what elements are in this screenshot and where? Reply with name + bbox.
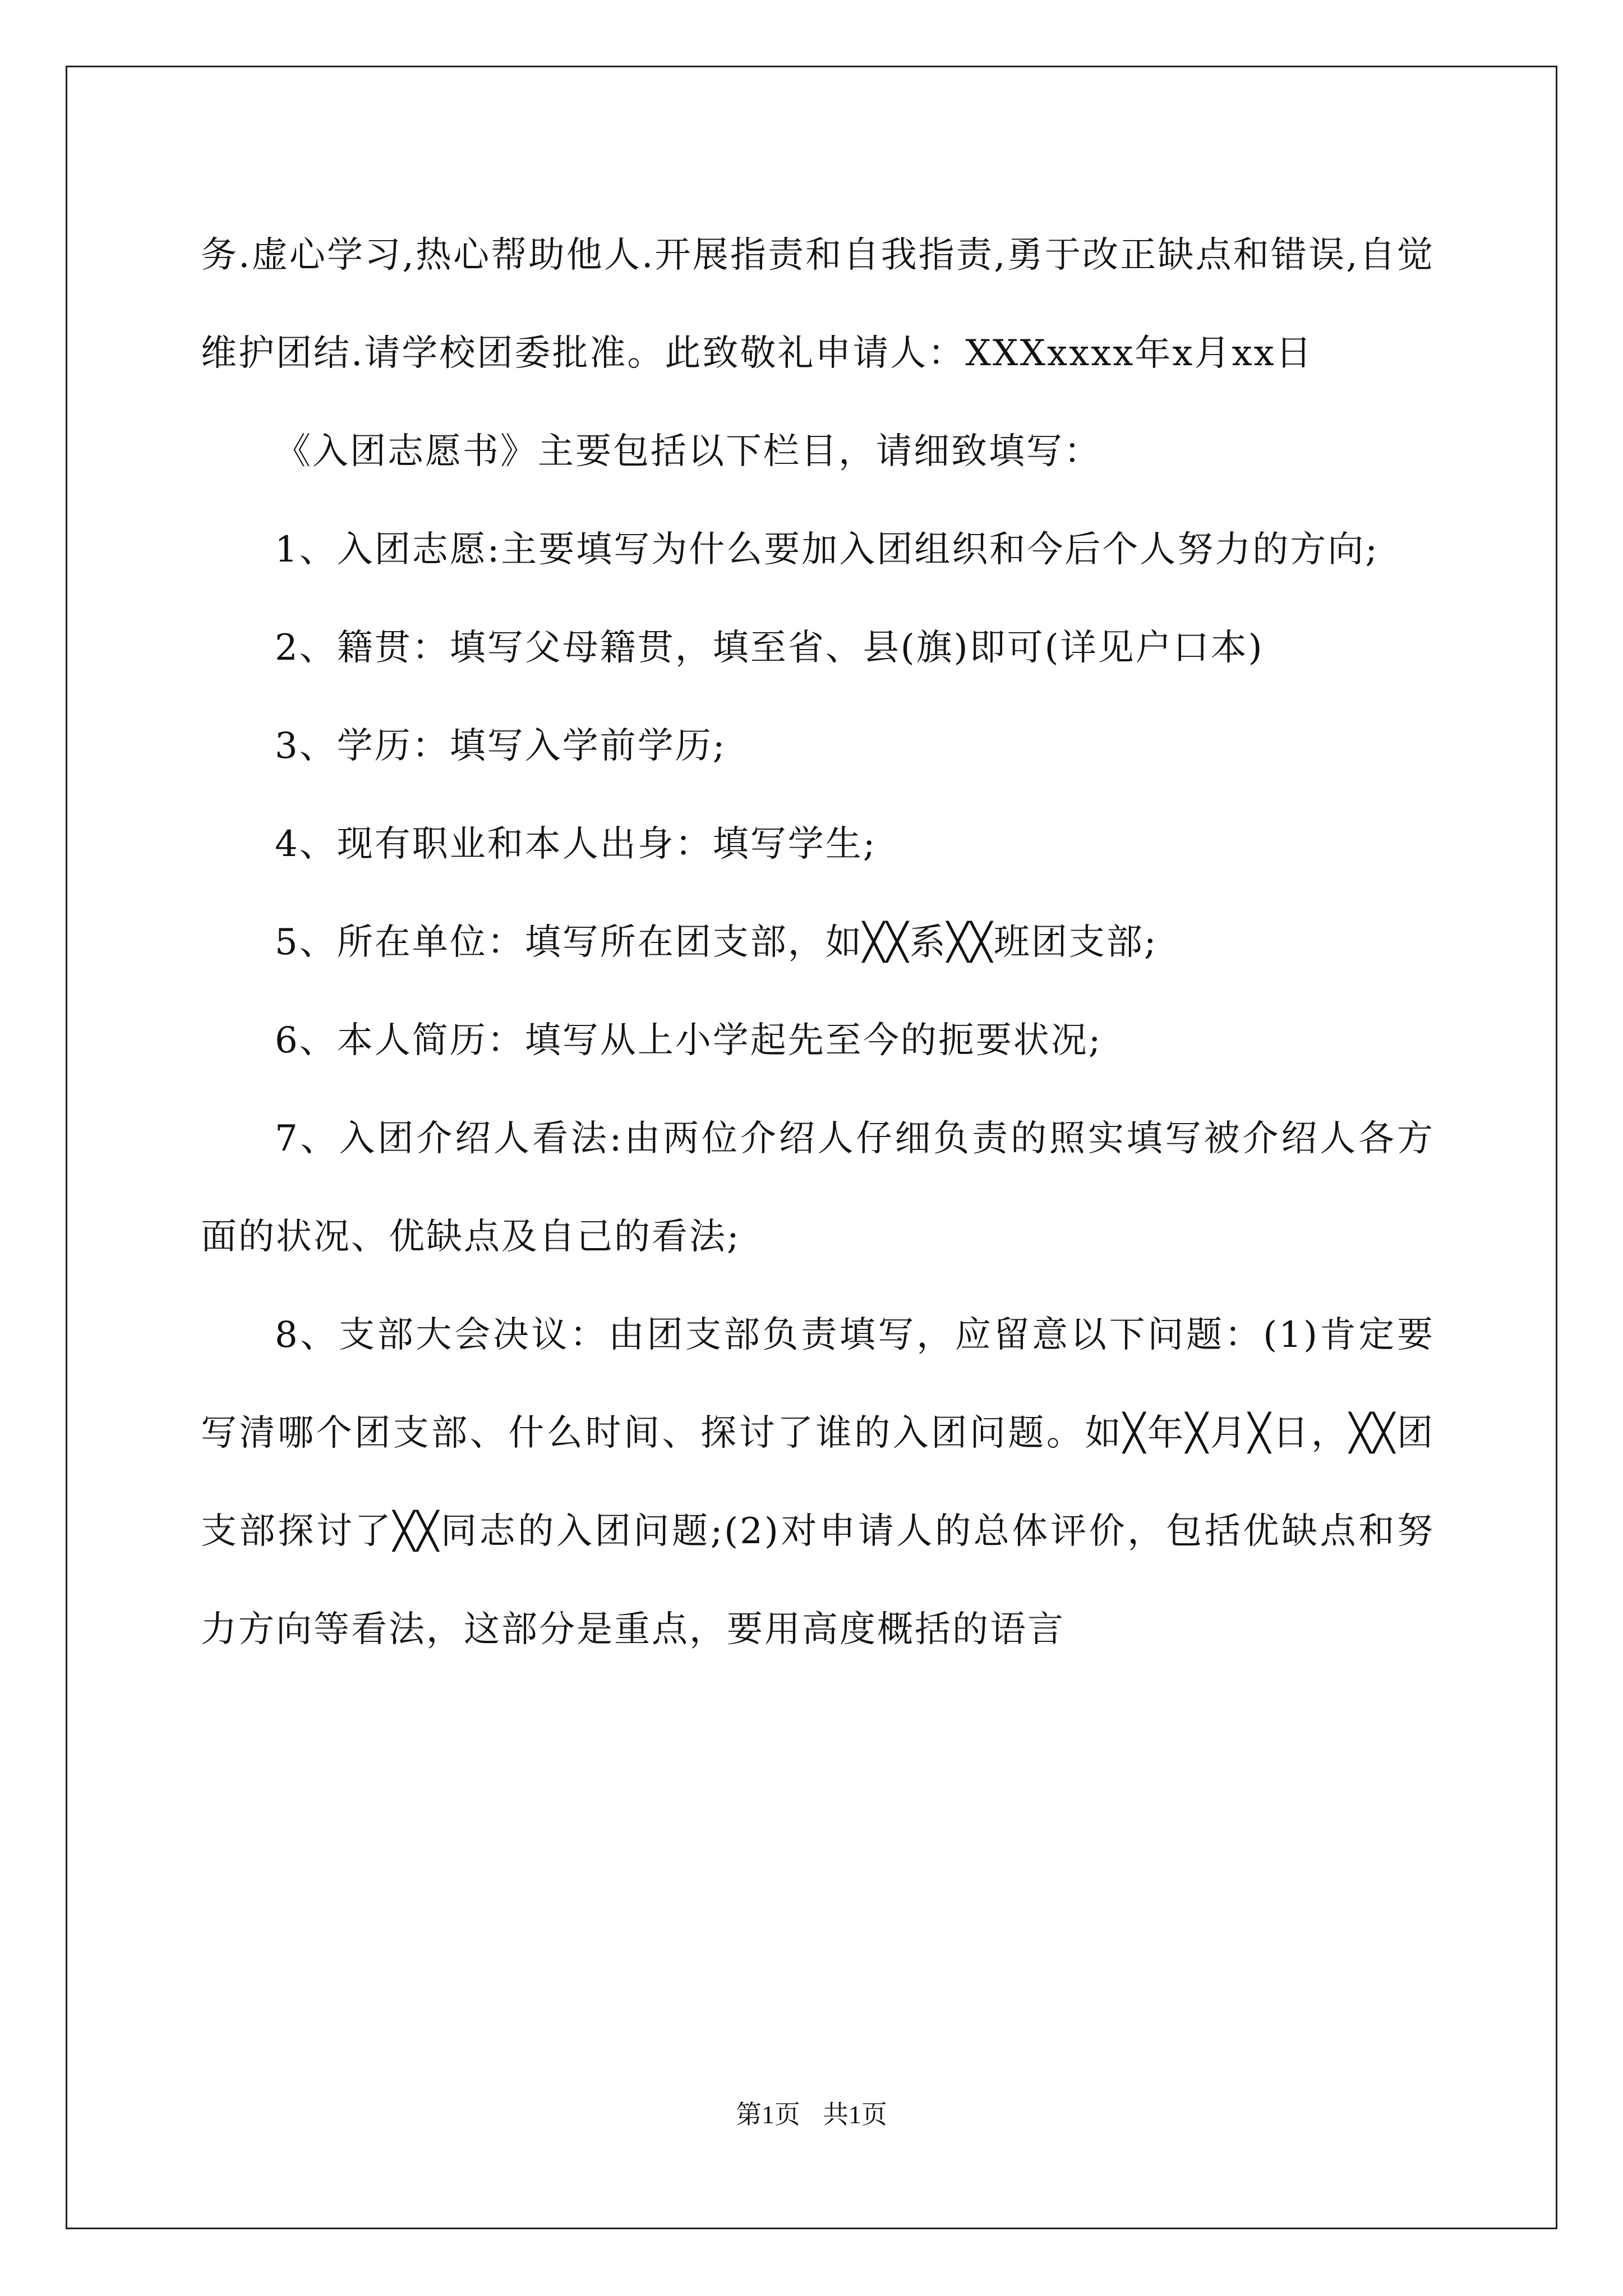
paragraph-item-6: 6、本人简历：填写从上小学起先至今的扼要状况; [275, 1020, 1103, 1061]
paragraph-item-1: 1、入团志愿:主要填写为什么要加入团组织和今后个人努力的方向; [275, 529, 1379, 570]
paragraph-intro: 《入团志愿书》主要包括以下栏目，请细致填写： [275, 431, 1101, 472]
paragraph-item-4: 4、现有职业和本人出身：填写学生; [275, 823, 877, 865]
page-number-label: 第1页 [736, 2100, 800, 2129]
paragraph-item-2: 2、籍贯：填写父母籍贯，填至省、县(旗)即可(详见户口本) [275, 627, 1264, 669]
paragraph-item-8: 8、支部大会决议：由团支部负责填写，应留意以下问题：(1)肯定要写清哪个团支部、什么时间、探讨了谁的入团问题。如╳年╳月╳日，╳╳团支部探讨了╳╳同志的入团问题;(2)对申请人的总体评价，包括优缺点和努力方向等看法，这部分是重点，要用高度概括的语言 [201, 1314, 1435, 1650]
page-footer [0, 2099, 1623, 2131]
paragraph-item-3: 3、学历：填写入学前学历; [275, 725, 727, 767]
paragraph-item-7: 7、入团介绍人看法:由两位介绍人仔细负责的照实填写被介绍人各方面的状况、优缺点及自己的看法; [201, 1118, 1435, 1258]
document-body [201, 206, 1435, 1679]
paragraph-continuation: 务.虚心学习,热心帮助他人.开展指责和自我指责,勇于改正缺点和错误,自觉维护团结.请学校团委批准。此致敬礼申请人：XXXxxxx年x月xx日 [201, 234, 1435, 374]
paragraph-item-5: 5、所在单位：填写所在团支部，如╳╳系╳╳班团支部; [275, 922, 1158, 963]
page-total-label: 共1页 [823, 2100, 887, 2129]
